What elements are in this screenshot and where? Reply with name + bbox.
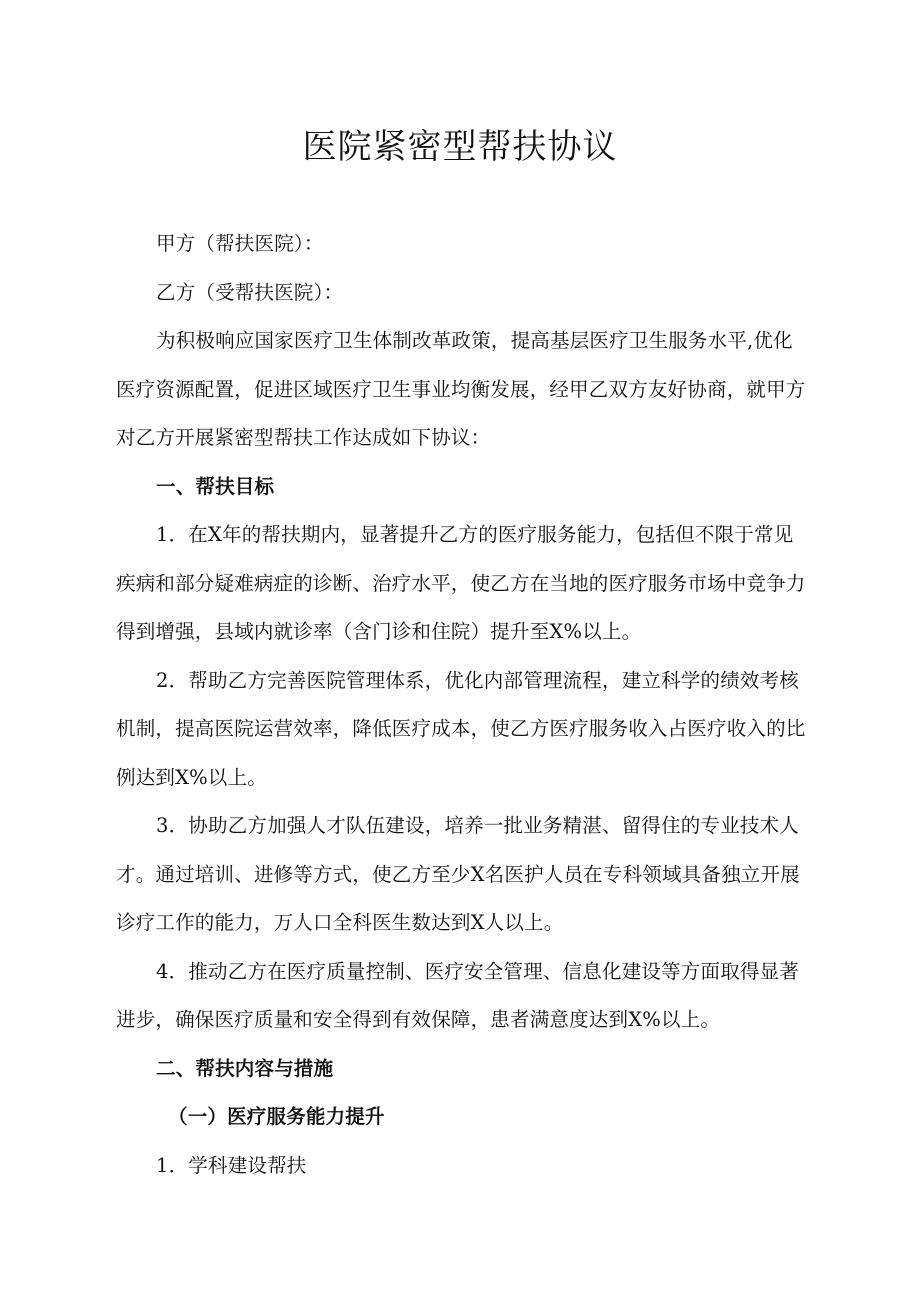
goal-paragraph-2 (116, 657, 816, 803)
section-heading-measures: 二、帮扶内容与措施 (156, 1056, 334, 1080)
goal-paragraph-1 (116, 511, 816, 657)
goal-paragraph-4 (116, 948, 816, 1045)
section-heading-goals: 一、帮扶目标 (156, 474, 275, 498)
preamble-paragraph (116, 317, 816, 463)
paragraph-line: 才。通过培训、进修等方式，使乙方至少X名医护人员在专科领域具备独立开展 (116, 862, 800, 886)
paragraph-line: 3．协助乙方加强人才队伍建设，培养一批业务精湛、留得住的专业技术人 (156, 814, 800, 837)
item-heading-discipline: 1．学科建设帮扶 (156, 1153, 307, 1177)
paragraph-line: 为积极响应国家医疗卫生体制改革政策，提高基层医疗卫生服务水平,优化 (156, 329, 793, 352)
paragraph-line: 得到增强，县域内就诊率（含门诊和住院）提升至X%以上。 (116, 620, 642, 643)
paragraph-line: 4．推动乙方在医疗质量控制、医疗安全管理、信息化建设等方面取得显著 (156, 959, 800, 983)
paragraph-line: 医疗资源配置，促进区域医疗卫生事业均衡发展，经甲乙双方友好协商，就甲方 (116, 377, 806, 401)
paragraph-line: 2．帮助乙方完善医院管理体系，优化内部管理流程，建立科学的绩效考核 (156, 668, 800, 692)
party-b-line: 乙方（受帮扶医院）： (156, 280, 344, 304)
document-title: 医院紧密型帮扶协议 (302, 127, 618, 167)
document-body (116, 220, 816, 1190)
paragraph-line: 诊疗工作的能力，万人口全科医生数达到X人以上。 (116, 911, 564, 934)
paragraph-line: 对乙方开展紧密型帮扶工作达成如下协议： (116, 426, 491, 449)
paragraph-line: 进步，确保医疗质量和安全得到有效保障，患者满意度达到X%以上。 (116, 1008, 721, 1031)
paragraph-line: 机制，提高医院运营效率，降低医疗成本，使乙方医疗服务收入占医疗收入的比 (116, 717, 806, 740)
party-a-line: 甲方（帮扶医院）： (156, 232, 324, 255)
goal-paragraph-3 (116, 802, 816, 948)
subsection-heading-service: （一）医疗服务能力提升 (168, 1105, 385, 1128)
paragraph-line: 1．在X年的帮扶期内，显著提升乙方的医疗服务能力，包括但不限于常见 (156, 523, 794, 546)
paragraph-line: 疾病和部分疑难病症的诊断、治疗水平，使乙方在当地的医疗服务市场中竞争力 (116, 571, 806, 595)
paragraph-line: 例达到X%以上。 (116, 765, 268, 789)
